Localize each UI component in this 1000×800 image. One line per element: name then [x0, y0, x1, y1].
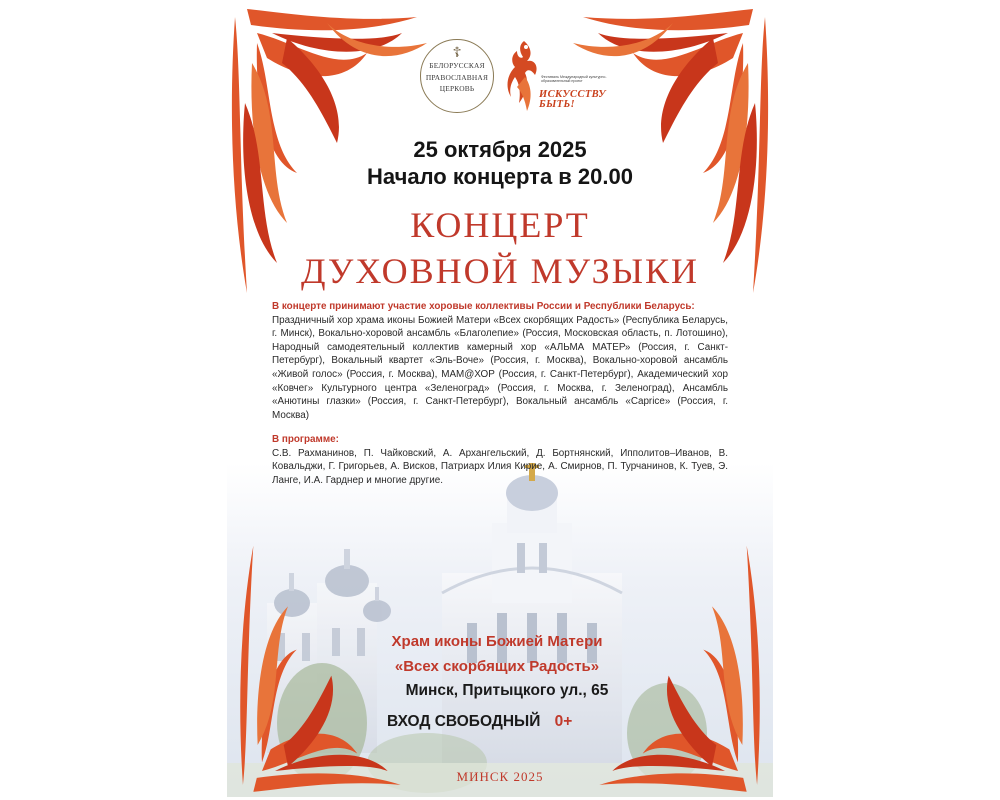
participants-header: В концерте принимают участие хоровые коллективы России и Республики Беларусь:	[272, 301, 695, 312]
festival-title-line-2: БЫТЬ!	[539, 99, 576, 110]
concert-title-line-2: ДУХОВНОЙ МУЗЫКИ	[300, 251, 700, 291]
event-start-time: Начало концерта в 20.00	[367, 164, 633, 189]
programme-header: В программе:	[272, 434, 339, 445]
belarusian-orthodox-church-logo	[420, 39, 494, 113]
festival-subtitle: Фестиваль Международный культурно-образовательный проект	[541, 75, 607, 84]
concert-title-line-1: КОНЦЕРТ	[410, 205, 590, 245]
church-logo-line-2: ПРАВОСЛАВНАЯ	[425, 72, 489, 82]
firebird-icon	[505, 37, 543, 115]
programme-section	[272, 433, 728, 487]
church-logo-line-1: БЕЛОРУССКАЯ	[429, 61, 485, 70]
free-entry-label: ВХОД СВОБОДНЫЙ	[387, 713, 541, 730]
festival-title-line-1: ИСКУССТВУ	[539, 89, 606, 100]
concert-poster	[227, 3, 773, 797]
venue-address: Минск, Притыцкого ул., 65	[405, 682, 609, 699]
festival-title	[539, 90, 606, 110]
event-date: 25 октября 2025	[413, 137, 587, 162]
free-entry-notice	[387, 713, 572, 731]
festival-logo	[505, 37, 615, 117]
venue-name-line-2: «Всех скорбящих Радость»	[394, 658, 600, 675]
venue-name-line-1: Храм иконы Божией Матери	[391, 633, 603, 650]
participants-text: Праздничный хор храма иконы Божией Матери «Всех скорбящих Радость» (Республика Беларусь, г. Минск), Вокально-хоровой ансамбль «Благолепие» (Россия, Московская область, п. Лотошино), Народный самодеятельный коллектив камерный хор «АЛЬМА МАТЕР» (Россия, г. Санкт-Петербург), Вокальный квартет «Эль-Воче» (Россия, г. Москва), Вокально-хоровой ансамбль «Живой голос» (Россия, г. Москва), МАМ@ХОР (Россия, г. Санкт-Петербург), Академический хор «Ковчег» Культурного центра «Зеленоград» (Россия, г. Москва, г. Зеленоград), Ансамбль «Анютины глазки» (Россия, г. Санкт-Петербург), Вокальный ансамбль «Caprice» (Россия, г. Москва)	[272, 314, 728, 421]
cross-icon: ☦	[452, 44, 462, 60]
programme-text: С.В. Рахманинов, П. Чайковский, А. Архангельский, Д. Бортнянский, Ипполитов–Иванов, В. Ковальджи, Г. Григорьев, А. Висков, Патриарх Илия Кирие, А. Смирнов, П. Турчанинов, К. Туев, Э. Ланге, И.А. Гарднер и многие другие.	[272, 447, 728, 486]
participants-section	[272, 300, 728, 422]
footer-city-year: МИНСК 2025	[456, 769, 544, 784]
age-rating: 0+	[554, 713, 573, 730]
church-logo-line-3: ЦЕРКОВЬ	[439, 84, 475, 94]
